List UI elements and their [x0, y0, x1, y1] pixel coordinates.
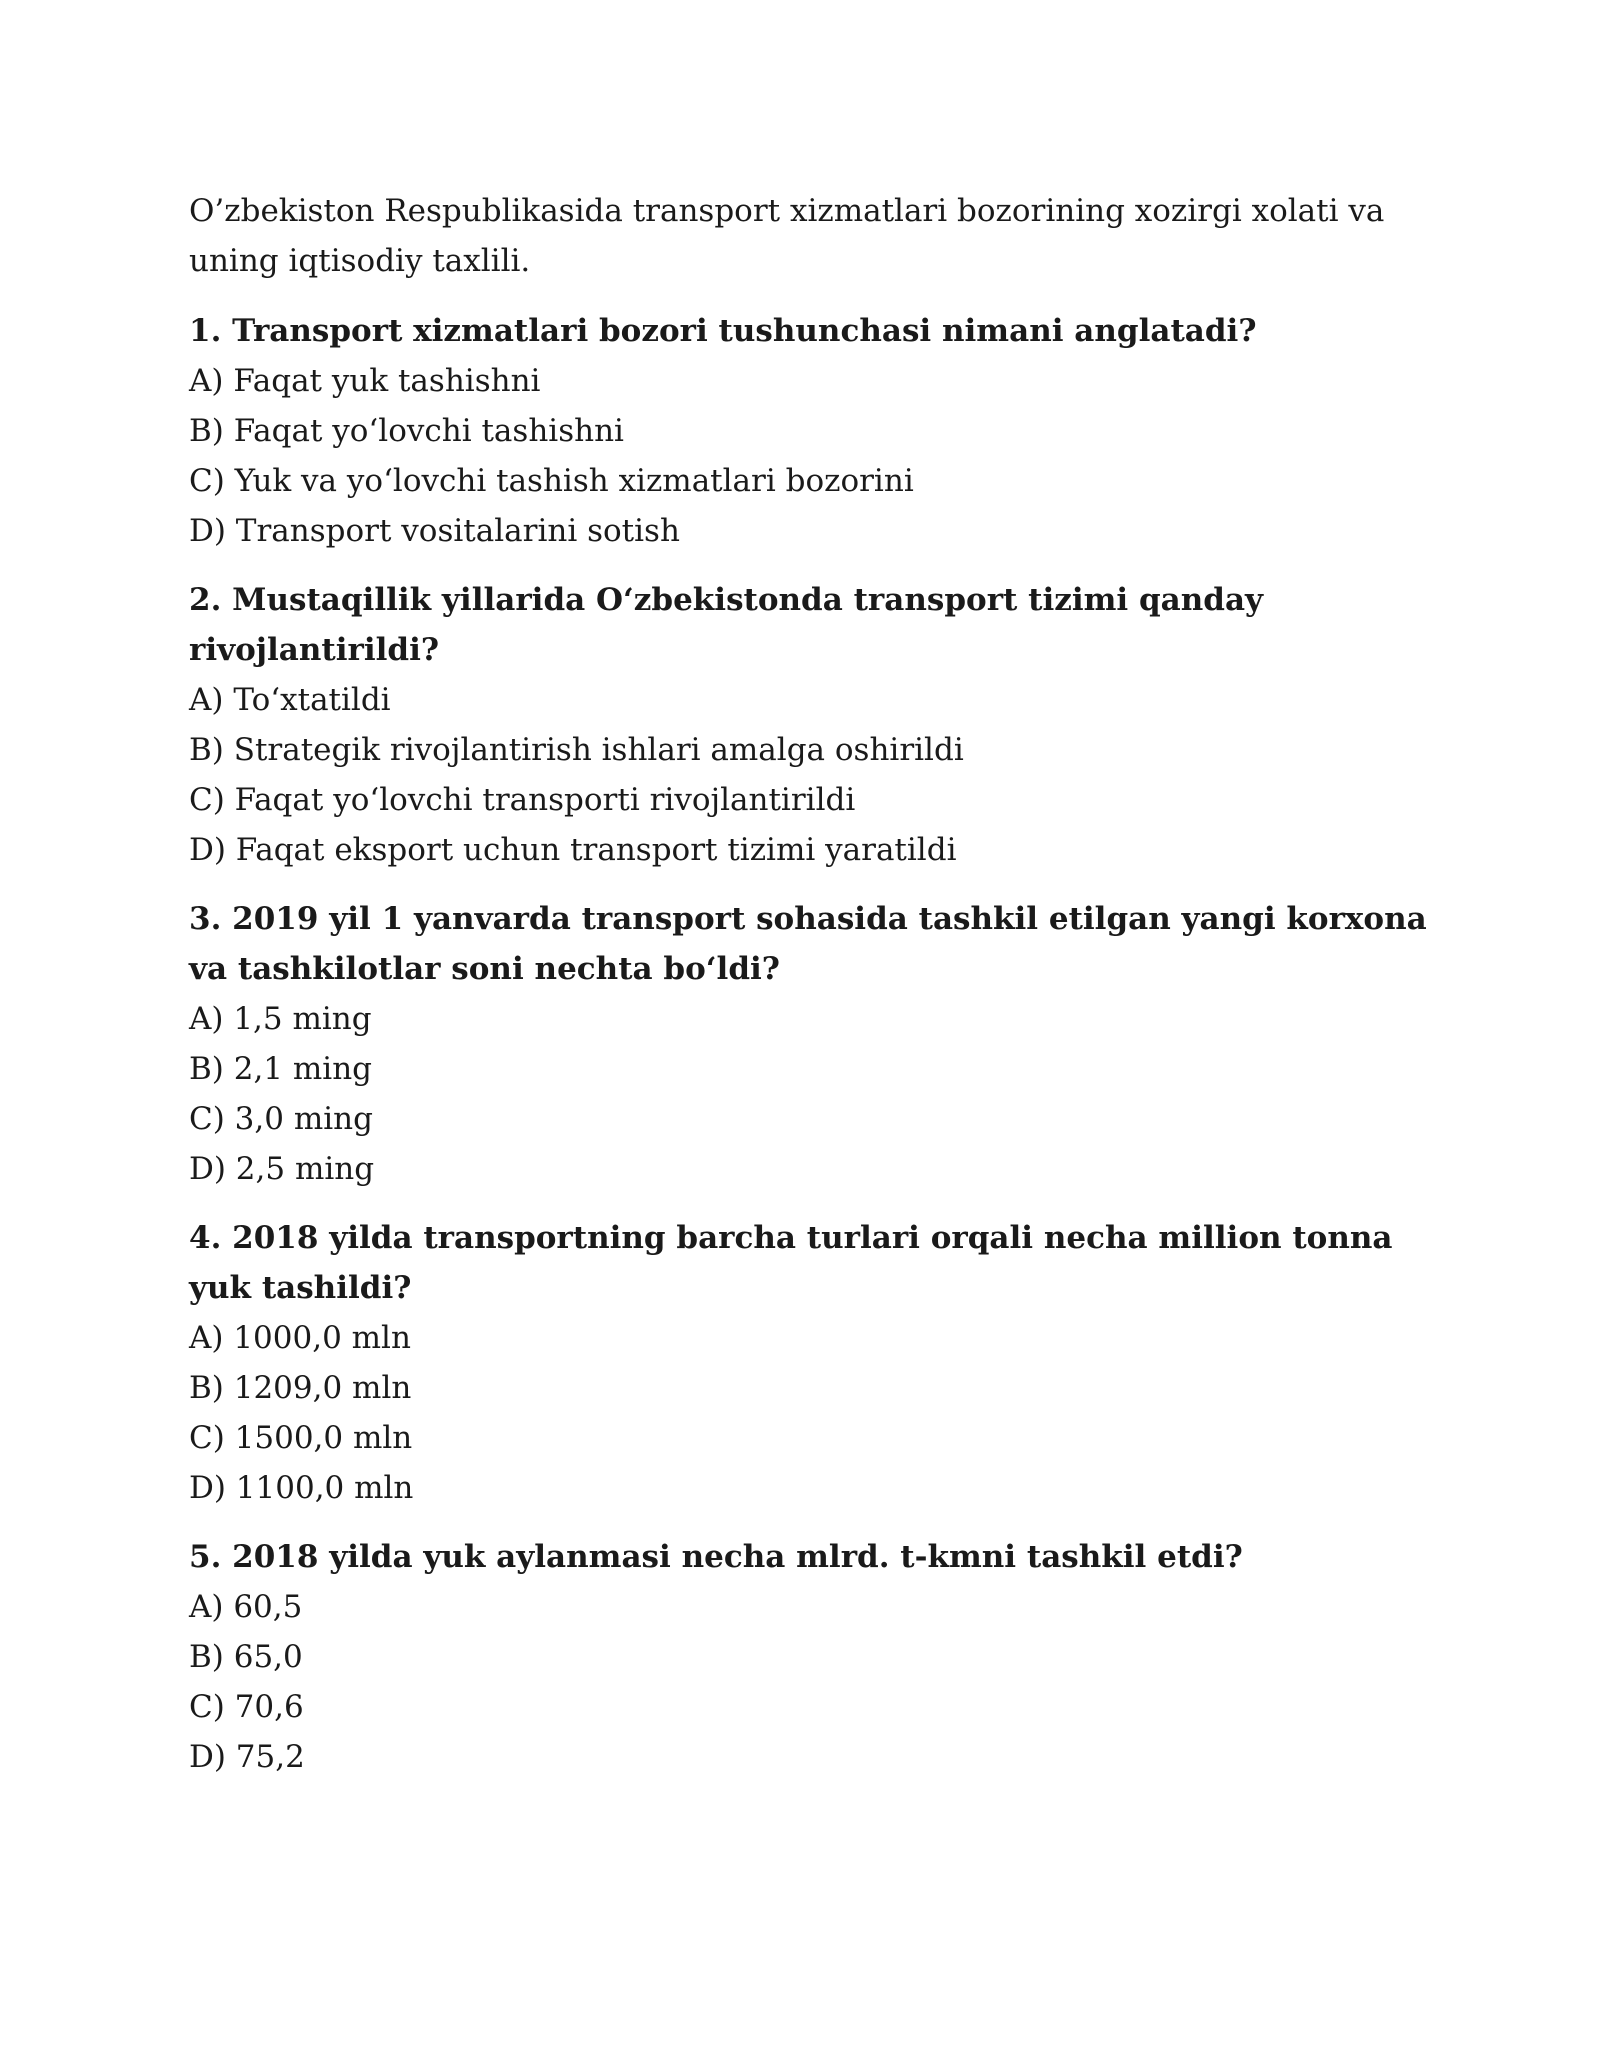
option-d: D) 2,5 ming — [189, 1151, 375, 1187]
option-list — [189, 994, 1429, 1194]
option-d: D) Transport vositalarini sotish — [189, 513, 680, 549]
document-page — [189, 186, 1429, 1801]
option-c: C) 3,0 ming — [189, 1101, 373, 1137]
option-a: A) 60,5 — [189, 1589, 303, 1625]
question-5 — [189, 1532, 1429, 1782]
option-c: C) 1500,0 mln — [189, 1420, 413, 1456]
question-text: 4. 2018 yilda transportning barcha turlari orqali necha million tonna yuk tashildi? — [189, 1220, 1393, 1306]
option-d: D) Faqat eksport uchun transport tizimi yaratildi — [189, 832, 957, 868]
question-4 — [189, 1213, 1429, 1513]
option-b: B) 65,0 — [189, 1639, 303, 1675]
option-list — [189, 675, 1429, 875]
option-d: D) 75,2 — [189, 1739, 305, 1775]
option-list — [189, 1582, 1429, 1782]
option-c: C) Faqat yoʻlovchi transporti rivojlantirildi — [189, 782, 856, 818]
option-list — [189, 1313, 1429, 1513]
question-text: 5. 2018 yilda yuk aylanmasi necha mlrd. t-kmni tashkil etdi? — [189, 1539, 1243, 1575]
option-a: A) Toʻxtatildi — [189, 682, 391, 718]
option-b: B) Strategik rivojlantirish ishlari amalga oshirildi — [189, 732, 964, 768]
document-title: O’zbekiston Respublikasida transport xizmatlari bozorining xozirgi xolati va uning iqtisodiy taxlili. — [189, 193, 1385, 279]
question-3 — [189, 894, 1429, 1194]
option-c: C) Yuk va yoʻlovchi tashish xizmatlari bozorini — [189, 463, 914, 499]
option-c: C) 70,6 — [189, 1689, 304, 1725]
question-1 — [189, 306, 1429, 556]
option-a: A) 1000,0 mln — [189, 1320, 411, 1356]
option-a: A) 1,5 ming — [189, 1001, 372, 1037]
question-2 — [189, 575, 1429, 875]
option-a: A) Faqat yuk tashishni — [189, 363, 541, 399]
option-b: B) 1209,0 mln — [189, 1370, 412, 1406]
question-text: 3. 2019 yil 1 yanvarda transport sohasida tashkil etilgan yangi korxona va tashkilotlar soni nechta boʻldi? — [189, 901, 1427, 987]
option-b: B) Faqat yoʻlovchi tashishni — [189, 413, 624, 449]
option-d: D) 1100,0 mln — [189, 1470, 414, 1506]
question-text: 2. Mustaqillik yillarida Oʻzbekistonda transport tizimi qanday rivojlantirildi? — [189, 582, 1264, 668]
option-list — [189, 356, 1429, 556]
question-text: 1. Transport xizmatlari bozori tushunchasi nimani anglatadi? — [189, 313, 1257, 349]
option-b: B) 2,1 ming — [189, 1051, 373, 1087]
